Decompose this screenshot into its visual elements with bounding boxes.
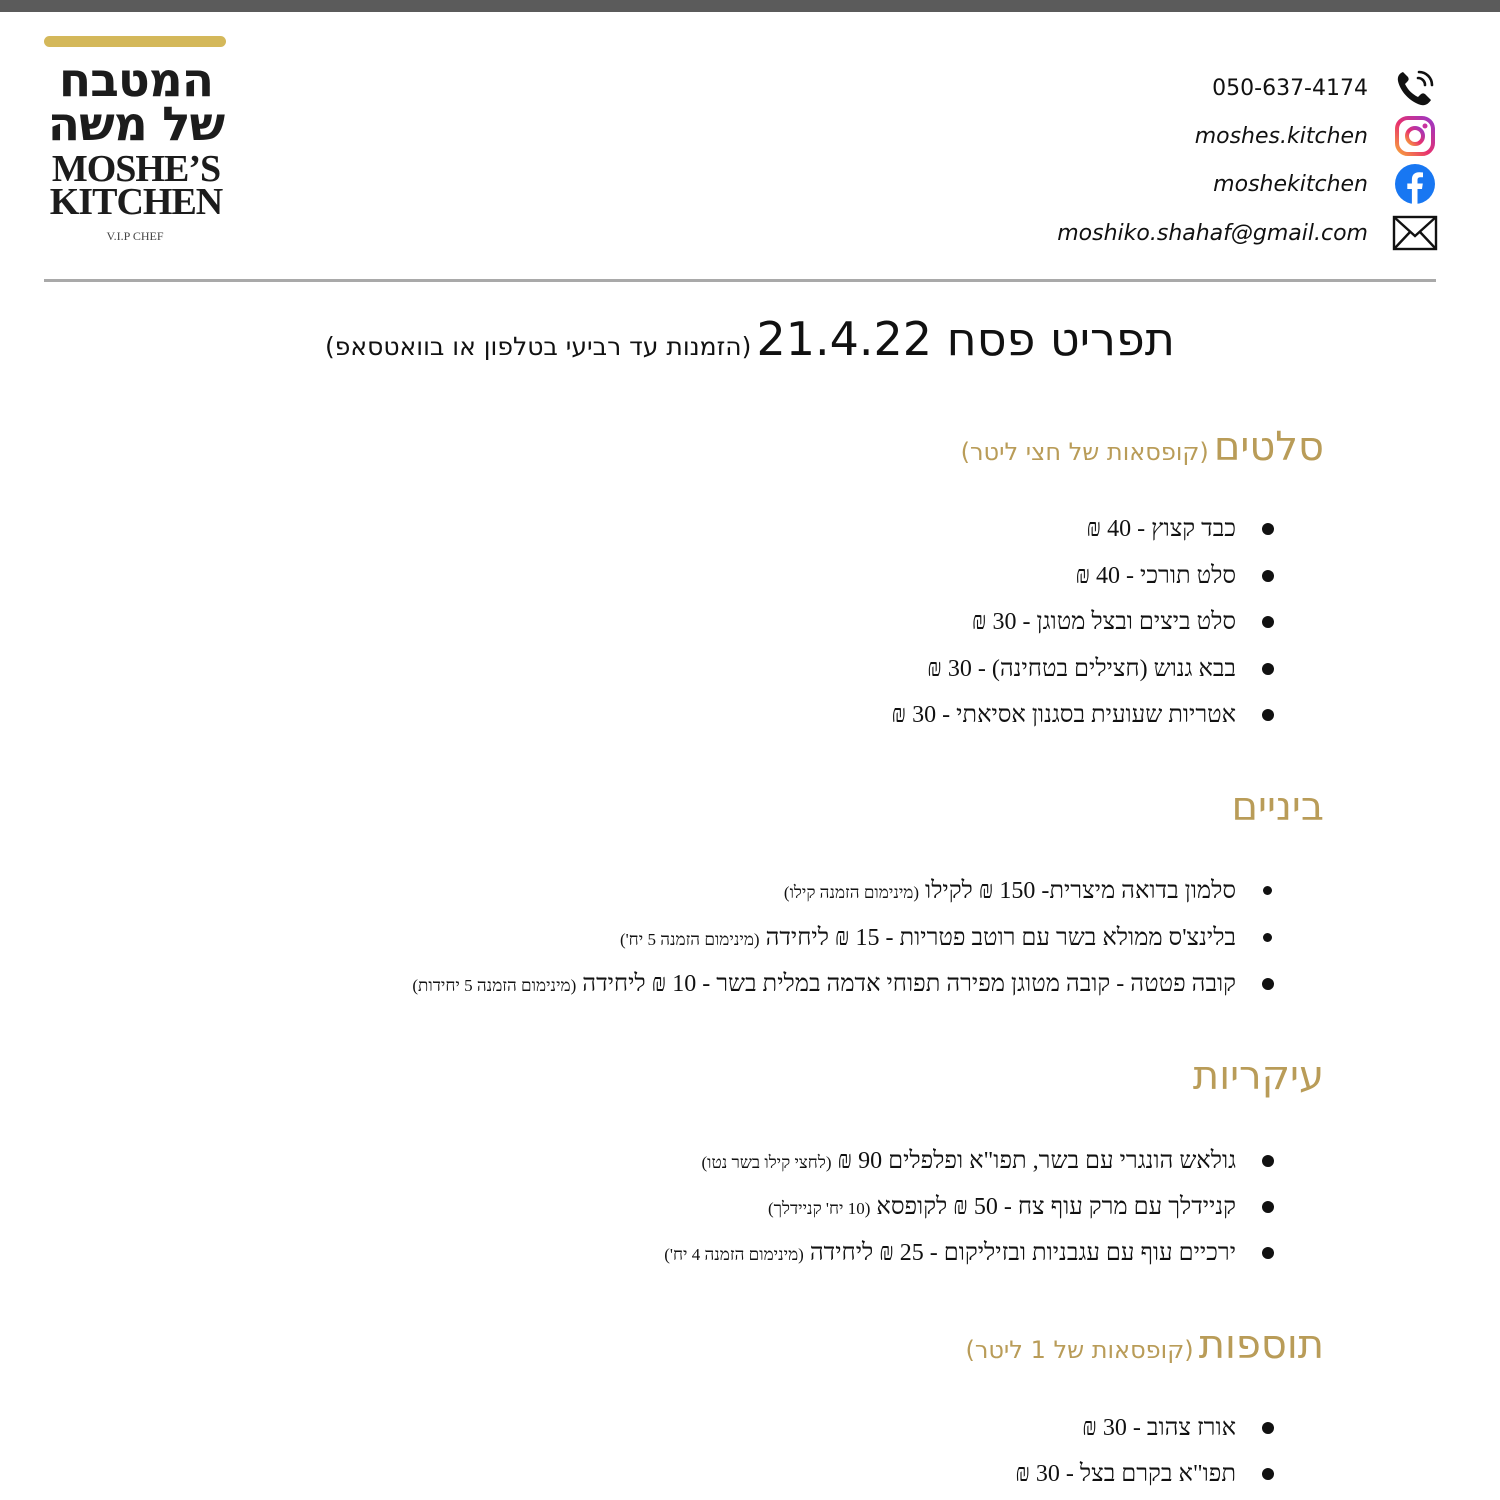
bullet	[1262, 1201, 1274, 1213]
title-note: (הזמנות עד רביעי בטלפון או בוואטסאפ)	[325, 332, 752, 361]
logo-hebrew-line2: של משה	[47, 97, 225, 152]
bullet	[1262, 616, 1274, 628]
bullet	[1262, 978, 1274, 990]
phone-icon	[1392, 65, 1438, 111]
list-item	[1075, 561, 1236, 591]
facebook-icon	[1392, 161, 1438, 207]
bullet	[1263, 933, 1272, 942]
section-title: סלטים	[1213, 424, 1324, 470]
contact-email-text: moshiko.shahaf@gmail.com	[1057, 220, 1368, 246]
contact-instagram[interactable]	[1195, 113, 1438, 159]
section-note: (קופסאות של חצי ליטר)	[960, 438, 1209, 466]
contact-facebook-text: moshekitchen	[1213, 171, 1368, 197]
logo	[44, 36, 228, 244]
section-title: תוספות	[1198, 1322, 1324, 1368]
top-bar	[0, 0, 1500, 12]
header-divider	[44, 279, 1436, 282]
item-note: (מינימום הזמנה 4 יח')	[664, 1245, 804, 1264]
list-item	[784, 876, 1236, 908]
section-heading-mains	[1193, 1053, 1324, 1099]
bullet	[1262, 1422, 1274, 1434]
list-item	[1015, 1459, 1236, 1489]
list-item	[412, 969, 1236, 1001]
bullet	[1262, 1468, 1274, 1480]
item-text: אורז צהוב - 30 ₪	[1082, 1415, 1236, 1441]
item-text: בבא גנוש (חצילים בטחינה) - 30 ₪	[927, 656, 1236, 682]
section-heading-sides	[965, 1322, 1324, 1368]
list-item	[620, 923, 1236, 955]
bullet	[1262, 709, 1274, 721]
section-title: ביניים	[1231, 784, 1324, 830]
logo-english	[44, 148, 228, 223]
page-title	[0, 312, 1500, 366]
logo-english-line2: KITCHEN	[49, 181, 223, 223]
list-item	[972, 607, 1236, 637]
section-note: (קופסאות של 1 ליטר)	[965, 1336, 1194, 1364]
item-note: (לחצי קילו בשר נטו)	[701, 1153, 832, 1172]
contact-phone-text: 050-637-4174	[1212, 75, 1368, 101]
item-text: כבד קצוץ - 40 ₪	[1086, 516, 1236, 542]
item-note: (מינימום הזמנה קילו)	[783, 883, 920, 902]
section-title: עיקריות	[1192, 1053, 1324, 1099]
bullet	[1262, 1247, 1274, 1259]
bullet	[1262, 1155, 1274, 1167]
logo-hebrew-line1: המטבח	[58, 53, 214, 108]
section-heading-salads	[961, 424, 1324, 470]
item-text: סלט ביצים ובצל מטוגן - 30 ₪	[971, 609, 1236, 635]
item-text: סלמון בדואה מיצרית- 150 ₪ לקילו	[919, 878, 1236, 904]
contact-instagram-text: moshes.kitchen	[1194, 123, 1368, 149]
logo-accent-bar	[44, 36, 226, 47]
logo-tagline: V.I.P CHEF	[106, 229, 164, 243]
item-text: בלינצ'ס ממולא בשר עם רוטב פטריות - 15 ₪ ליחידה	[759, 925, 1236, 951]
item-text: ירכיים עוף עם עגבניות ובזיליקום - 25 ₪ ליחידה	[803, 1240, 1236, 1266]
contact-facebook[interactable]	[1213, 161, 1438, 207]
title-main: תפריט פסח 21.4.22	[756, 312, 1175, 366]
item-text: קובה פטטה - קובה מטוגן מפירה תפוחי אדמה במלית בשר - 10 ₪ ליחידה	[576, 971, 1236, 997]
bullet	[1262, 570, 1274, 582]
list-item	[701, 1146, 1236, 1178]
instagram-icon	[1392, 113, 1438, 159]
bullet	[1262, 523, 1274, 535]
item-note: (מינימום הזמנה 5 יחידות)	[412, 976, 577, 995]
item-note: (10 יח' קניידלך)	[767, 1199, 871, 1218]
item-text: קניידלך עם מרק עוף צח - 50 ₪ לקופסא	[870, 1194, 1236, 1220]
item-note: (מינימום הזמנה 5 יח')	[619, 930, 760, 949]
logo-english-line1: MOSHE’S	[51, 148, 221, 190]
list-item	[664, 1238, 1236, 1270]
section-heading-starters	[1231, 784, 1324, 830]
list-item	[1087, 514, 1237, 544]
list-item	[1082, 1413, 1236, 1443]
item-text: גולאש הונגרי עם בשר, תפו"א ופלפלים 90 ₪	[831, 1148, 1236, 1174]
bullet	[1263, 886, 1272, 895]
item-text: תפו"א בקרם בצל - 30 ₪	[1015, 1461, 1236, 1487]
contact-email[interactable]	[1057, 210, 1438, 256]
list-item	[768, 1192, 1236, 1224]
list-item	[927, 654, 1236, 684]
mail-icon	[1392, 210, 1438, 256]
logo-hebrew	[44, 53, 228, 152]
item-text: סלט תורכי - 40 ₪	[1075, 563, 1236, 589]
bullet	[1262, 663, 1274, 675]
item-text: אטריות שעועית בסגנון אסיאתי - 30 ₪	[891, 702, 1236, 728]
contact-phone[interactable]	[1212, 65, 1438, 111]
list-item	[892, 700, 1236, 730]
